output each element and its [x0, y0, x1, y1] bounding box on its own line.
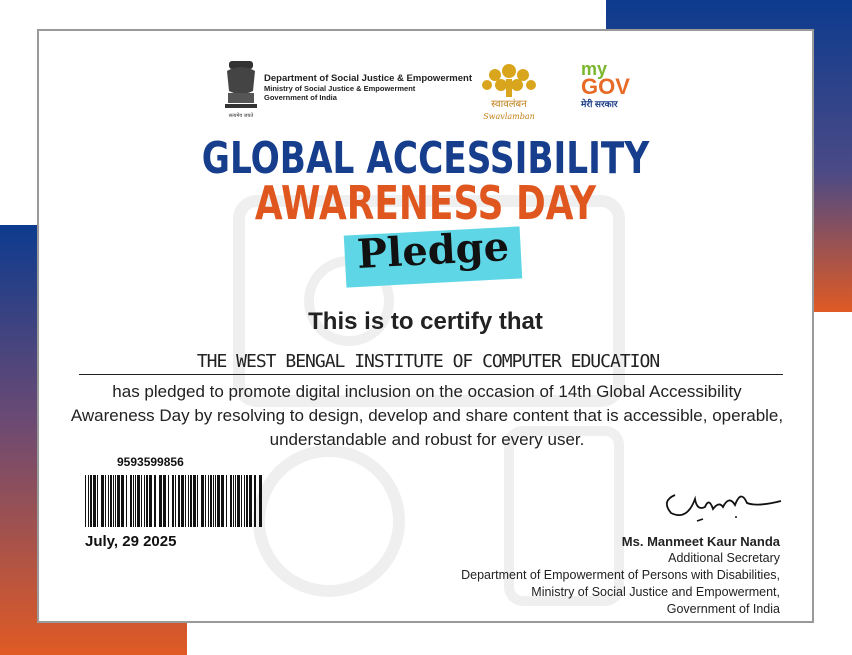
barcode-bar — [93, 475, 96, 527]
pledge-label: Pledge — [355, 223, 511, 278]
barcode-bar — [215, 475, 216, 527]
barcode-bar — [88, 475, 89, 527]
barcode-bar — [137, 475, 140, 527]
barcode-bar — [193, 475, 196, 527]
barcode-bar — [178, 475, 180, 527]
swavalamban-logo-icon — [473, 57, 545, 123]
barcode-bar — [144, 475, 145, 527]
barcode-bar — [141, 475, 142, 527]
barcode-bar — [188, 475, 189, 527]
barcode-bar — [108, 475, 109, 527]
barcode-bar — [115, 475, 116, 527]
barcode-bar — [110, 475, 112, 527]
barcode-bar — [149, 475, 152, 527]
barcode-bar — [121, 475, 124, 527]
barcode-bar — [159, 475, 162, 527]
svg-text:Swavlamban: Swavlamban — [483, 112, 535, 121]
barcode-bar — [168, 475, 169, 527]
title-line-2: AWARENESS DAY — [254, 176, 597, 230]
signatory-dept-line-3: Government of India — [666, 602, 780, 616]
barcode-bar — [210, 475, 212, 527]
barcode-bar — [246, 475, 248, 527]
barcode-bar — [226, 475, 227, 527]
barcode-bar — [237, 475, 240, 527]
svg-text:सत्यमेव जयते: सत्यमेव जयते — [228, 113, 254, 119]
certificate-date: July, 29 2025 — [85, 533, 177, 550]
signatory-block — [461, 533, 780, 618]
barcode-bar — [241, 475, 242, 527]
barcode-bar — [254, 475, 256, 527]
barcode-number: 9593599856 — [117, 455, 184, 469]
barcode-bar — [181, 475, 184, 527]
recipient-name: THE WEST BENGAL INSTITUTE OF COMPUTER EDUCATION — [196, 351, 660, 372]
ministry-name: Ministry of Social Justice & Empowerment — [264, 84, 416, 93]
recipient-underline — [79, 374, 783, 375]
signatory-dept-line-1: Department of Empowerment of Persons with Disabilities, — [461, 568, 780, 582]
department-block — [264, 73, 472, 102]
barcode-bar — [172, 475, 174, 527]
barcode-bar — [117, 475, 120, 527]
mygov-logo — [581, 61, 630, 110]
barcode-bar — [208, 475, 209, 527]
pledge-statement: has pledged to promote digital inclusion on the occasion of 14th Global Accessibility Awareness Day by resolving to design, develop and share content that is accessible, operable, understandable and robust for every user. — [70, 382, 784, 449]
certify-heading: This is to certify that — [308, 308, 543, 335]
government-name: Government of India — [264, 93, 337, 102]
barcode-bar — [90, 475, 92, 527]
barcode — [85, 475, 267, 527]
barcode-bar — [244, 475, 245, 527]
barcode-bar — [135, 475, 136, 527]
title-line-1: GLOBAL ACCESSIBILITY — [201, 133, 650, 184]
barcode-bar — [101, 475, 104, 527]
logo-bar — [39, 55, 812, 135]
barcode-bar — [175, 475, 176, 527]
svg-text:स्वावलंबन: स्वावलंबन — [491, 99, 527, 110]
barcode-bar — [185, 475, 186, 527]
barcode-bar — [113, 475, 114, 527]
barcode-bar — [235, 475, 236, 527]
barcode-bar — [230, 475, 232, 527]
barcode-bar — [126, 475, 127, 527]
barcode-bar — [259, 475, 262, 527]
barcode-bar — [130, 475, 132, 527]
mygov-hindi-text: मेरी सरकार — [581, 99, 618, 109]
barcode-bar — [197, 475, 198, 527]
barcode-bar — [249, 475, 252, 527]
signatory-dept-line-2: Ministry of Social Justice and Empowerment, — [531, 585, 780, 599]
barcode-bar — [201, 475, 204, 527]
barcode-bar — [233, 475, 234, 527]
mygov-my-text: my — [581, 59, 608, 79]
barcode-bar — [205, 475, 206, 527]
barcode-bar — [217, 475, 220, 527]
certificate-card — [37, 29, 814, 623]
barcode-bar — [105, 475, 106, 527]
barcode-bar — [85, 475, 86, 527]
signatory-designation: Additional Secretary — [668, 551, 780, 565]
national-emblem-icon — [223, 57, 259, 119]
barcode-bar — [97, 475, 98, 527]
barcode-bar — [221, 475, 224, 527]
barcode-bar — [146, 475, 148, 527]
mygov-gov-text: GOV — [581, 74, 630, 99]
barcode-bar — [213, 475, 214, 527]
department-name: Department of Social Justice & Empowerment — [264, 73, 472, 84]
barcode-bar — [190, 475, 192, 527]
barcode-bar — [133, 475, 134, 527]
signatory-name: Ms. Manmeet Kaur Nanda — [621, 534, 780, 549]
barcode-bar — [163, 475, 166, 527]
signature-image — [657, 477, 787, 527]
barcode-bar — [154, 475, 156, 527]
